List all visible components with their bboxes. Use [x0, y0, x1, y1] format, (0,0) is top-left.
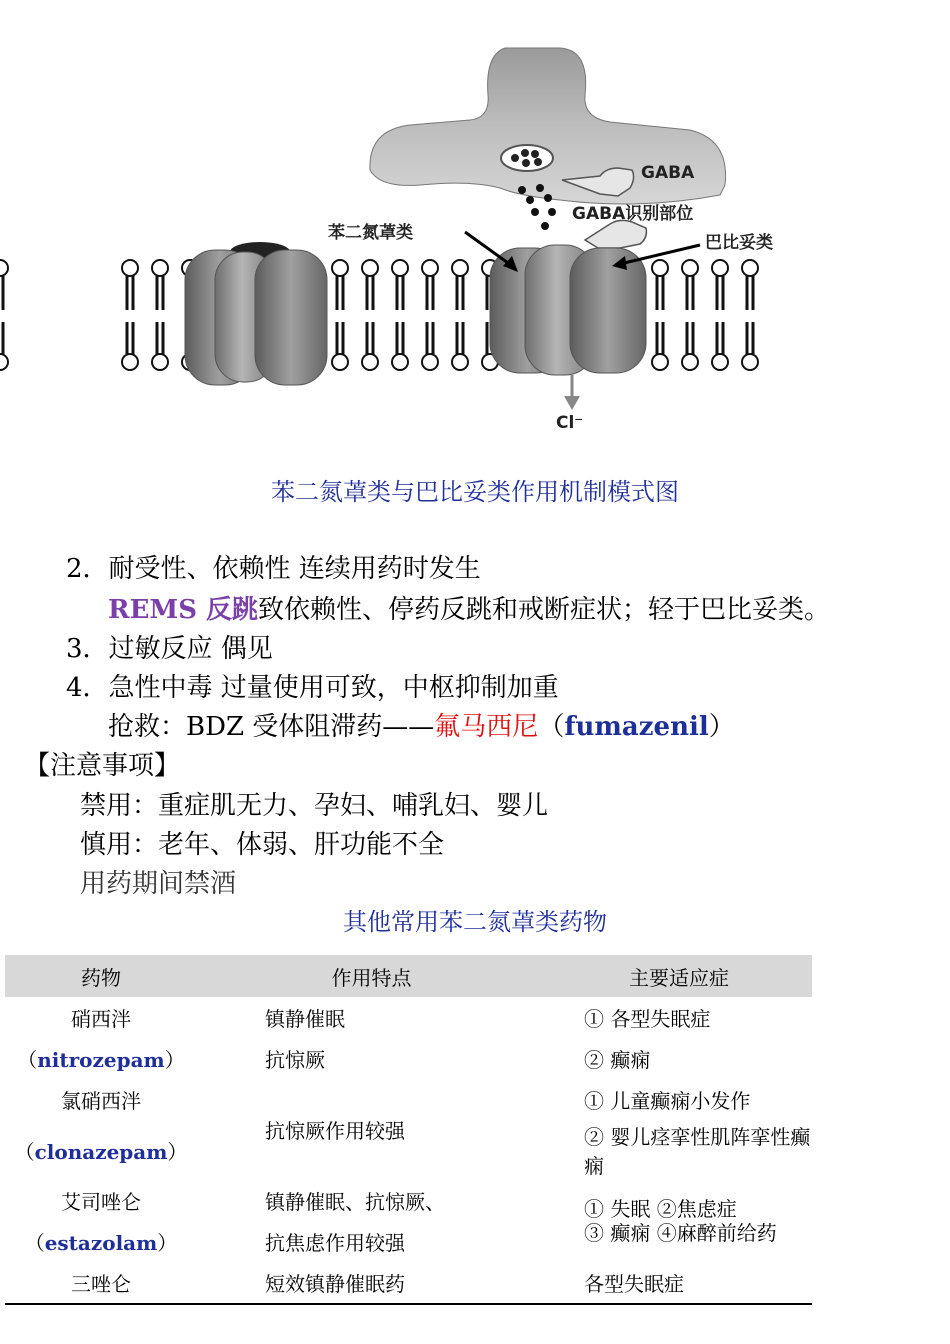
indication-line: ① 失眠 ②焦虑症 — [584, 1197, 737, 1221]
paren-open: （ — [538, 712, 565, 742]
rescue-line — [108, 706, 735, 743]
drug-indication: ① 各型失眠症 — [584, 1007, 711, 1031]
rems-rebound: REMS 反跳 — [108, 595, 259, 625]
item-2 — [66, 548, 481, 585]
paren-close: ） — [708, 712, 735, 742]
table-row — [5, 1262, 812, 1304]
vesicle — [501, 145, 553, 171]
drug-indication: ① 儿童癫痫小发作 — [584, 1089, 751, 1113]
indication-line: ③ 癫痫 ④麻醉前给药 — [584, 1221, 777, 1245]
table-caption: 其他常用苯二氮䓬类药物 — [343, 908, 607, 936]
drug-en: clonazepam — [34, 1139, 168, 1164]
table-row — [5, 1038, 812, 1079]
drug-name: 艾司唑仑 — [61, 1190, 141, 1214]
drug-feature: 抗惊厥 — [265, 1048, 325, 1072]
drug-en: nitrozepam — [37, 1048, 165, 1072]
note-caution: 慎用：老年、体弱、肝功能不全 — [80, 830, 445, 860]
table-row — [5, 1180, 812, 1221]
notes-title: 【注意事项】 — [24, 751, 181, 781]
drug-indication — [546, 1180, 812, 1262]
gaba-label: GABA — [641, 163, 695, 183]
figure-caption: 苯二氮䓬类与巴比妥类作用机制模式图 — [271, 478, 679, 506]
drug-name: 氯硝西泮 — [61, 1089, 141, 1113]
barbiturate-label: 巴比妥类 — [705, 233, 773, 253]
note-contraindication: 禁用：重症肌无力、孕妇、哺乳妇、婴儿 — [80, 791, 549, 821]
flumazenil: 氟马西尼 — [434, 712, 539, 742]
drug-en-name: （nitrozepam） — [17, 1048, 185, 1072]
drug-feature: 镇静催眠 — [265, 1007, 345, 1031]
item-2-detail — [108, 589, 830, 626]
item-2-text: 2．耐受性、依赖性 连续用药时发生 — [66, 554, 481, 584]
drug-en-name: （estazolam） — [24, 1231, 178, 1255]
drug-name: 三唑仑 — [5, 1262, 197, 1304]
chloride-label: Cl⁻ — [556, 413, 584, 433]
drug-indication: ② 癫痫 — [584, 1048, 651, 1072]
header-drug: 药物 — [5, 955, 197, 997]
drug-en-name: （clonazepam） — [14, 1139, 188, 1164]
drug-feature: 抗焦虑作用较强 — [265, 1231, 405, 1255]
pointing-hand-icon — [585, 220, 646, 248]
item-3: 3．过敏反应 偶见 — [66, 634, 273, 664]
item-2-detail-text: 致依赖性、停药反跳和戒断症状；轻于巴比妥类。 — [258, 595, 831, 625]
table-header-row — [5, 955, 812, 997]
table-row — [5, 997, 812, 1038]
drug-en: estazolam — [44, 1231, 158, 1255]
drug-indication: 各型失眠症 — [546, 1262, 812, 1304]
drug-table — [5, 955, 812, 1305]
bdz-label: 苯二氮䓬类 — [328, 223, 413, 243]
gaba-site-label: GABA识别部位 — [572, 204, 694, 224]
drug-indication: ② 婴儿痉挛性肌阵挛性癫痫 — [584, 1125, 811, 1178]
header-feature: 作用特点 — [197, 955, 546, 997]
header-indication: 主要适应症 — [546, 955, 812, 997]
item-4: 4．急性中毒 过量使用可致，中枢抑制加重 — [66, 673, 559, 703]
rescue-prefix: 抢救：BDZ 受体阻滞药—— — [108, 712, 435, 742]
table-row — [5, 1079, 812, 1120]
mechanism-diagram — [0, 0, 950, 445]
ion-channel-left — [185, 242, 327, 385]
drug-feature: 短效镇静催眠药 — [197, 1262, 546, 1304]
flumazenil-en: fumazenil — [564, 712, 709, 742]
note-alcohol: 用药期间禁酒 — [80, 869, 237, 899]
drug-name: 硝西泮 — [71, 1007, 131, 1031]
drug-feature: 抗惊厥作用较强 — [265, 1119, 405, 1143]
drug-feature: 镇静催眠、抗惊厥、 — [265, 1190, 445, 1214]
